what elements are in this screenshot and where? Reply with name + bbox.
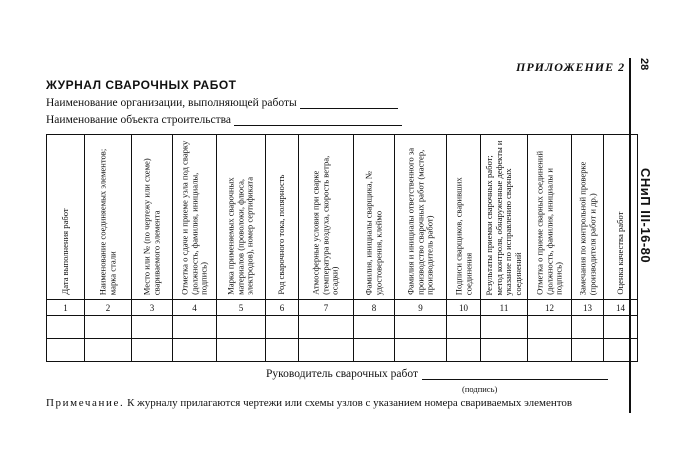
organization-field xyxy=(46,97,398,109)
table-cell[interactable] xyxy=(572,339,604,362)
table-cell[interactable] xyxy=(604,339,638,362)
column-number: 10 xyxy=(447,300,481,316)
column-number: 14 xyxy=(604,300,638,316)
column-number: 3 xyxy=(132,300,173,316)
table-cell[interactable] xyxy=(447,339,481,362)
table-cell[interactable] xyxy=(354,339,395,362)
column-number: 7 xyxy=(299,300,354,316)
table-cell[interactable] xyxy=(528,339,572,362)
table-cell[interactable] xyxy=(47,339,85,362)
column-header-text: Марка применяемых сварочных материалов (проволоки, флюса, электродов), номер сертификата xyxy=(225,177,255,295)
table-cell[interactable] xyxy=(299,316,354,339)
organization-field-label: Наименование организации, выполняющей работы xyxy=(46,97,297,109)
table-cell[interactable] xyxy=(266,316,299,339)
table-cell[interactable] xyxy=(354,316,395,339)
supervisor-signature-blank xyxy=(422,369,608,380)
object-field xyxy=(46,114,402,126)
table-cell[interactable] xyxy=(47,316,85,339)
column-header-text: Атмосферные условия при сварке (температура воздуха, скорость ветра, осадки) xyxy=(310,155,340,295)
signature-caption: (подпись) xyxy=(462,384,498,394)
welding-journal-table xyxy=(46,134,638,362)
note-label: Примечание. xyxy=(46,397,125,409)
table-cell[interactable] xyxy=(447,316,481,339)
column-header xyxy=(604,135,638,300)
note-text: К журналу прилагаются чертежи или схемы узлов с указанием номера свариваемых элементов xyxy=(127,397,573,409)
column-header-text: Замечания по контрольной проверке (производителя работ и др.) xyxy=(576,161,597,295)
table-cell[interactable] xyxy=(217,339,266,362)
column-number: 4 xyxy=(173,300,217,316)
column-header xyxy=(354,135,395,300)
side-page-number: 28 xyxy=(638,58,650,71)
table-cell[interactable] xyxy=(266,339,299,362)
supervisor-signature-field xyxy=(266,368,608,380)
table-cell[interactable] xyxy=(217,316,266,339)
table-cell[interactable] xyxy=(481,339,528,362)
column-header xyxy=(528,135,572,300)
table-cell[interactable] xyxy=(132,316,173,339)
column-header xyxy=(572,135,604,300)
column-number: 11 xyxy=(481,300,528,316)
column-header-text: Результаты приемки сварочных работ; метод контроля, обнаруженные дефекты и указание по исправлению сварных соединений xyxy=(483,139,523,295)
column-header xyxy=(266,135,299,300)
column-header-text: Фамилия и инициалы ответственного за производство сварочных работ (мастер, производитель работ) xyxy=(405,148,435,295)
column-number: 6 xyxy=(266,300,299,316)
table-cell[interactable] xyxy=(85,316,132,339)
column-header-text: Отметка о сдаче и приеме узла под сварку (должность, фамилия, инициалы, подпись) xyxy=(179,140,209,295)
column-header-text: Оценка качества работ xyxy=(614,212,625,295)
column-number: 12 xyxy=(528,300,572,316)
organization-field-blank xyxy=(300,98,398,109)
column-header xyxy=(85,135,132,300)
table-cell[interactable] xyxy=(85,339,132,362)
column-header xyxy=(132,135,173,300)
column-number: 13 xyxy=(572,300,604,316)
table-cell[interactable] xyxy=(173,339,217,362)
table-cell[interactable] xyxy=(132,339,173,362)
column-number: 9 xyxy=(395,300,447,316)
table-number-row xyxy=(47,300,638,316)
table-cell[interactable] xyxy=(395,339,447,362)
table-cell[interactable] xyxy=(481,316,528,339)
table-cell[interactable] xyxy=(572,316,604,339)
table-row xyxy=(47,339,638,362)
column-header xyxy=(173,135,217,300)
column-header-text: Дата выполнения работ xyxy=(59,208,70,295)
column-header xyxy=(217,135,266,300)
journal-title: ЖУРНАЛ СВАРОЧНЫХ РАБОТ xyxy=(46,78,237,92)
column-header-text: Фамилия, инициалы сварщика, № удостоверения, клеймо xyxy=(363,170,383,295)
column-header xyxy=(47,135,85,300)
column-header-text: Род сварочного тока, полярность xyxy=(276,174,287,295)
footnote xyxy=(46,397,620,410)
column-number: 2 xyxy=(85,300,132,316)
appendix-label: ПРИЛОЖЕНИЕ 2 xyxy=(516,60,626,74)
column-number: 8 xyxy=(354,300,395,316)
column-header xyxy=(299,135,354,300)
column-header-text: Подписи сварщиков, сваривших соединения xyxy=(452,177,473,295)
column-header-text: Отметка о приеме сварных соединений (должность, фамилия, инициалы и подпись) xyxy=(534,151,564,295)
column-header-text: Наименование соединяемых элементов; марка стали xyxy=(97,148,117,295)
column-header xyxy=(395,135,447,300)
table-cell[interactable] xyxy=(528,316,572,339)
column-header xyxy=(481,135,528,300)
table-cell[interactable] xyxy=(604,316,638,339)
table-cell[interactable] xyxy=(299,339,354,362)
table-cell[interactable] xyxy=(395,316,447,339)
table-header-row xyxy=(47,135,638,300)
column-header xyxy=(447,135,481,300)
object-field-blank xyxy=(234,115,402,126)
table-row xyxy=(47,316,638,339)
side-document-code: СНиП III-16-80 xyxy=(638,168,653,264)
table-cell[interactable] xyxy=(173,316,217,339)
supervisor-label: Руководитель сварочных работ xyxy=(266,368,418,380)
object-field-label: Наименование объекта строительства xyxy=(46,114,232,126)
column-number: 1 xyxy=(47,300,85,316)
column-header-text: Место или № (по чертежу или схеме) свариваемого элемента xyxy=(141,158,161,295)
column-number: 5 xyxy=(217,300,266,316)
